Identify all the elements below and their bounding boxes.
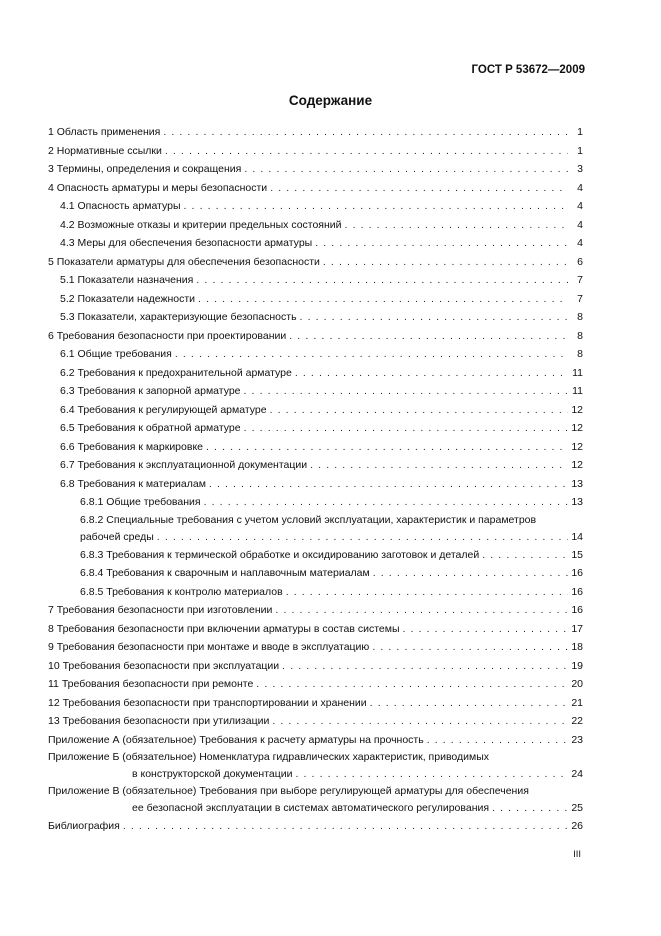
toc-entry[interactable] — [48, 419, 583, 438]
toc-entry[interactable] — [48, 694, 583, 713]
toc-page-number: 12 — [571, 422, 583, 434]
leader-dots — [370, 694, 568, 713]
leader-dots — [206, 438, 568, 457]
toc-entry-text: Библиография — [48, 820, 120, 832]
toc-page-number: 21 — [571, 696, 583, 709]
toc-entry[interactable] — [48, 290, 583, 309]
toc-page-number: 13 — [571, 496, 583, 508]
leader-dots — [272, 712, 568, 731]
toc-entry[interactable] — [48, 712, 583, 731]
toc-entry-text: 1 Область применения — [48, 126, 161, 138]
toc-entry-text: 6.1 Общие требования — [60, 348, 172, 360]
toc-page-number: 4 — [577, 218, 583, 231]
toc-entry-text: 2 Нормативные ссылки — [48, 144, 162, 157]
toc-entry[interactable] — [48, 456, 583, 475]
toc-entry-text: Приложение Б (обязательное) Номенклатура гидравлических характеристик, приводимых — [48, 751, 490, 763]
leader-dots — [372, 638, 568, 657]
toc-entry-text: 6.8.5 Требования к контролю материалов — [80, 585, 283, 598]
leader-dots — [295, 765, 568, 783]
leader-dots — [300, 308, 568, 327]
toc-page-number: 15 — [571, 548, 583, 561]
leader-dots — [256, 675, 568, 694]
leader-dots — [345, 216, 568, 235]
toc-entry-text: 6.8.3 Требования к термической обработке и оксидированию заготовок и деталей — [80, 548, 480, 561]
leader-dots — [270, 179, 568, 198]
toc-entry[interactable] — [48, 123, 583, 142]
toc-page-number: 6 — [577, 255, 583, 268]
toc-page-number: 13 — [571, 477, 583, 490]
toc-page-number: 18 — [571, 641, 583, 653]
toc-entry-text: 4.3 Меры для обеспечения безопасности арматуры — [60, 237, 313, 249]
toc-entry-text: 13 Требования безопасности при утилизации — [48, 715, 270, 727]
toc-entry[interactable] — [48, 253, 583, 272]
toc-page-number: 12 — [571, 403, 583, 416]
toc-page-number: 8 — [577, 329, 583, 342]
leader-dots — [403, 620, 569, 639]
leader-dots — [427, 731, 568, 750]
toc-page-number: 23 — [571, 733, 583, 746]
toc-entry-text: 6.8.4 Требования к сварочным и наплавочным материалам — [80, 567, 370, 579]
toc-entry-text: 6.8.1 Общие требования — [80, 496, 201, 508]
leader-dots — [289, 327, 568, 346]
toc-page-number: 7 — [577, 274, 583, 286]
toc-page-number: 20 — [571, 678, 583, 690]
toc-entry-text: 5.1 Показатели назначения — [60, 274, 194, 286]
toc-entry[interactable] — [48, 216, 583, 235]
toc-entry-text: Приложение В (обязательное) Требования при выборе регулирующей арматуры для обеспечения — [48, 785, 529, 797]
toc-page-number: 8 — [577, 311, 583, 323]
leader-dots — [196, 271, 568, 290]
toc-entry-text: Приложение А (обязательное) Требования к расчету арматуры на прочность — [48, 733, 424, 746]
toc-entry-text-cont: рабочей среды — [80, 530, 154, 543]
toc-entry[interactable] — [48, 493, 583, 512]
toc-entry[interactable] — [48, 546, 583, 565]
leader-dots — [184, 197, 569, 216]
toc-entry[interactable] — [48, 638, 583, 657]
leader-dots — [175, 345, 568, 364]
leader-dots — [295, 364, 568, 383]
toc-entry[interactable] — [48, 564, 583, 583]
toc-entry-text: 4 Опасность арматуры и меры безопасности — [48, 181, 268, 194]
leader-dots — [209, 475, 568, 494]
toc-entry-text: 7 Требования безопасности при изготовлении — [48, 604, 273, 616]
leader-dots — [482, 546, 568, 565]
toc-entry-text: 6.6 Требования к маркировке — [60, 440, 203, 453]
toc-page-number: 16 — [571, 585, 583, 598]
page-number: III — [573, 849, 581, 860]
leader-dots — [373, 564, 568, 583]
page-title: Содержание — [288, 93, 373, 108]
leader-dots — [270, 401, 568, 420]
toc-entry[interactable] — [48, 179, 583, 198]
toc-page-number: 1 — [577, 126, 583, 138]
toc-entry-text: 6 Требования безопасности при проектировании — [48, 329, 287, 342]
toc-page-number: 4 — [577, 200, 583, 212]
toc-page-number: 12 — [571, 440, 583, 453]
toc-entry[interactable] — [48, 142, 583, 161]
toc-entry-text: 9 Требования безопасности при монтаже и вводе в эксплуатацию — [48, 641, 370, 653]
toc-entry-text: 5 Показатели арматуры для обеспечения безопасности — [48, 255, 320, 268]
toc-entry[interactable] — [48, 817, 583, 836]
toc-page-number: 22 — [571, 715, 583, 727]
toc-page-number: 26 — [571, 820, 583, 832]
leader-dots — [244, 382, 568, 401]
standard-number: ГОСТ Р 53672—2009 — [471, 64, 585, 76]
toc-entry-text: 4.2 Возможные отказы и критерии предельных состояний — [60, 218, 342, 231]
leader-dots — [198, 290, 568, 309]
toc-page-number: 14 — [571, 530, 583, 543]
toc-entry[interactable] — [48, 382, 583, 401]
leader-dots — [157, 528, 568, 546]
toc-entry[interactable] — [48, 160, 583, 179]
toc-entry[interactable] — [48, 675, 583, 694]
toc-entry[interactable] — [48, 197, 583, 216]
toc-page-number: 4 — [577, 181, 583, 194]
toc-entry-text-cont: в конструкторской документации — [132, 768, 293, 780]
toc-entry-text: 6.5 Требования к обратной арматуре — [60, 422, 241, 434]
toc-entry-text: 11 Требования безопасности при ремонте — [48, 678, 254, 690]
toc-entry-text: 6.3 Требования к запорной арматуре — [60, 385, 241, 397]
toc-page-number: 19 — [571, 659, 583, 672]
toc-entry-text: 6.8 Требования к материалам — [60, 477, 206, 490]
leader-dots — [163, 123, 568, 142]
table-of-contents — [48, 123, 583, 836]
toc-page-number: 24 — [571, 768, 583, 780]
toc-entry-text: 8 Требования безопасности при включении арматуры в состав системы — [48, 622, 400, 635]
toc-entry-text: 6.4 Требования к регулирующей арматуре — [60, 403, 267, 416]
toc-entry-text: 10 Требования безопасности при эксплуатации — [48, 659, 280, 672]
toc-entry[interactable] — [48, 783, 583, 817]
leader-dots — [282, 657, 568, 676]
toc-page-number: 16 — [571, 567, 583, 579]
toc-page-number: 1 — [577, 144, 583, 157]
toc-entry[interactable] — [48, 438, 583, 457]
toc-entry[interactable] — [48, 475, 583, 494]
leader-dots — [204, 493, 568, 512]
toc-entry[interactable] — [48, 512, 583, 546]
toc-entry[interactable] — [48, 620, 583, 639]
toc-entry-text: 6.8.2 Специальные требования с учетом условий эксплуатации, характеристик и параметров — [80, 513, 537, 526]
toc-entry[interactable] — [48, 401, 583, 420]
toc-entry-text: 5.2 Показатели надежности — [60, 292, 196, 305]
toc-entry-text-cont: ее безопасной эксплуатации в системах автоматического регулирования — [132, 802, 490, 814]
toc-entry-text: 3 Термины, определения и сокращения — [48, 163, 242, 175]
toc-entry-text: 4.1 Опасность арматуры — [60, 200, 181, 212]
toc-entry-text: 6.2 Требования к предохранительной арматуре — [60, 366, 292, 379]
leader-dots — [244, 160, 568, 179]
toc-page-number: 4 — [577, 237, 583, 249]
toc-page-number: 25 — [571, 802, 583, 814]
toc-entry-text: 5.3 Показатели, характеризующие безопасность — [60, 311, 297, 323]
toc-page-number: 3 — [577, 163, 583, 175]
toc-entry[interactable] — [48, 345, 583, 364]
toc-entry[interactable] — [48, 234, 583, 253]
toc-page-number: 12 — [571, 459, 583, 471]
leader-dots — [275, 601, 568, 620]
leader-dots — [323, 253, 568, 272]
leader-dots — [165, 142, 568, 161]
toc-entry[interactable] — [48, 364, 583, 383]
toc-entry-text: 12 Требования безопасности при транспортировании и хранении — [48, 696, 367, 709]
toc-entry[interactable] — [48, 271, 583, 290]
leader-dots — [315, 234, 568, 253]
toc-page-number: 11 — [572, 385, 583, 397]
toc-page-number: 11 — [572, 366, 583, 379]
toc-entry[interactable] — [48, 749, 583, 783]
toc-entry[interactable] — [48, 327, 583, 346]
toc-entry[interactable] — [48, 731, 583, 750]
toc-entry[interactable] — [48, 657, 583, 676]
toc-entry[interactable] — [48, 308, 583, 327]
leader-dots — [244, 419, 568, 438]
leader-dots — [310, 456, 568, 475]
leader-dots — [286, 583, 568, 602]
toc-page-number: 7 — [577, 292, 583, 305]
toc-page-number: 8 — [577, 348, 583, 360]
toc-entry[interactable] — [48, 583, 583, 602]
toc-entry-text: 6.7 Требования к эксплуатационной документации — [60, 459, 308, 471]
leader-dots — [123, 817, 568, 836]
leader-dots — [492, 799, 568, 817]
toc-page-number: 17 — [571, 622, 583, 635]
toc-page-number: 16 — [571, 604, 583, 616]
toc-entry[interactable] — [48, 601, 583, 620]
